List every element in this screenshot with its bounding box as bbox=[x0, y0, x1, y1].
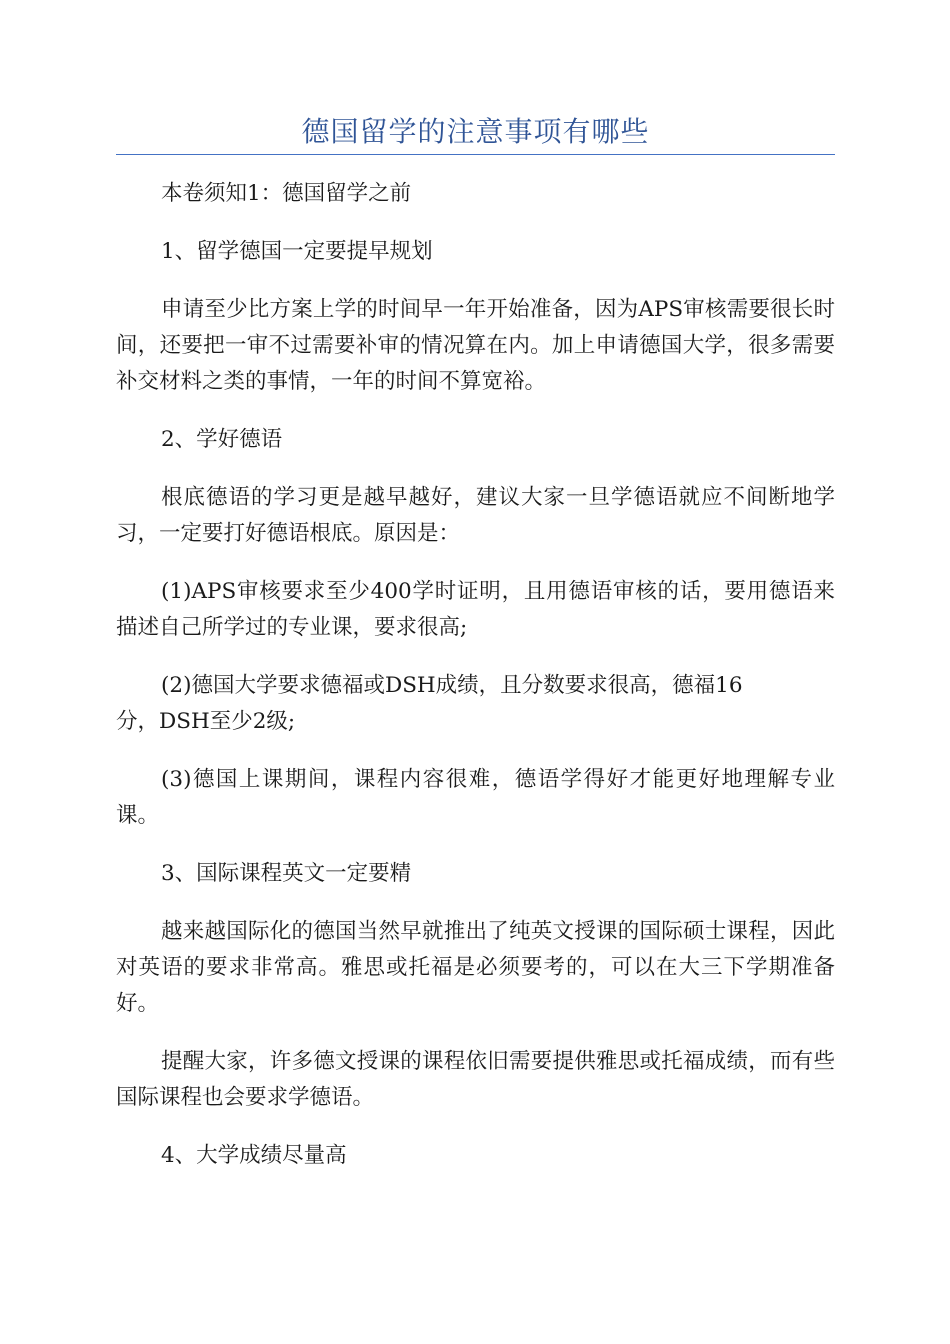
paragraph-section-2-body: 根底德语的学习更是越早越好，建议大家一旦学德语就应不间断地学习，一定要打好德语根底。原因是： bbox=[116, 485, 835, 546]
paragraph-section-2-heading: 2、学好德语 bbox=[161, 427, 283, 452]
paragraph-section-4-heading: 4、大学成绩尽量高 bbox=[161, 1143, 347, 1168]
paragraph-notice-heading: 本卷须知1：德国留学之前 bbox=[161, 181, 412, 206]
paragraph-section-1-heading: 1、留学德国一定要提早规划 bbox=[161, 239, 433, 264]
paragraph-item-2 bbox=[116, 668, 835, 740]
paragraph-section-3-body: 越来越国际化的德国当然早就推出了纯英文授课的国际硕士课程，因此对英语的要求非常高。雅思或托福是必须要考的，可以在大三下学期准备好。 bbox=[116, 919, 835, 1016]
paragraph-section-3-heading: 3、国际课程英文一定要精 bbox=[161, 861, 412, 886]
paragraph-item-1: (1)APS审核要求至少400学时证明，且用德语审核的话，要用德语来描述自己所学过的专业课，要求很高; bbox=[116, 579, 835, 640]
document-body bbox=[116, 176, 835, 1196]
paragraph-item-2-line-2: 分，DSH至少2级; bbox=[116, 709, 296, 734]
paragraph-item-3: (3)德国上课期间，课程内容很难，德语学得好才能更好地理解专业课。 bbox=[116, 767, 835, 828]
title-underline bbox=[116, 154, 835, 155]
document-title: 德国留学的注意事项有哪些 bbox=[301, 115, 650, 148]
paragraph-reminder: 提醒大家，许多德文授课的课程依旧需要提供雅思或托福成绩，而有些国际课程也会要求学德语。 bbox=[116, 1049, 835, 1110]
paragraph-section-1-body: 申请至少比方案上学的时间早一年开始准备，因为APS审核需要很长时间，还要把一审不过需要补审的情况算在内。加上申请德国大学，很多需要补交材料之类的事情，一年的时间不算宽裕。 bbox=[116, 297, 835, 394]
paragraph-item-2-line-1: (2)德国大学要求德福或DSH成绩，且分数要求很高，德福16 bbox=[161, 673, 743, 698]
